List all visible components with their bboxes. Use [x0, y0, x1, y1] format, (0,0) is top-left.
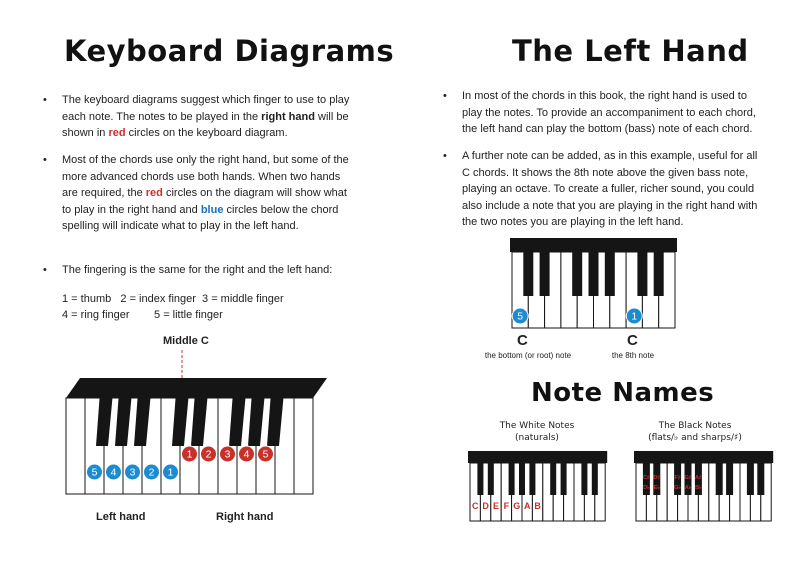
black-key [654, 252, 664, 296]
white-note-letter: G [513, 501, 521, 511]
black-notes-title: The Black Notes (flats/♭ and sharps/♯) [648, 421, 742, 443]
black-notes-keys [634, 451, 773, 521]
left-hand-label: Left hand [96, 511, 146, 523]
white-note-letter: E [492, 501, 500, 511]
flat-label: D♭ [643, 485, 650, 491]
black-key [523, 252, 533, 296]
bullet-text: Most of the chords use only the right hand, but some of the more advanced chords use both hands. When two hands are required, the [62, 154, 349, 200]
note-names-title: Note Names [531, 378, 715, 408]
middle-c-label: Middle C [163, 335, 209, 347]
right-hand-label: Right hand [216, 511, 274, 523]
finger-number: 1 [167, 467, 174, 479]
black-key [581, 463, 587, 495]
main-keyboard-diagram [62, 350, 322, 500]
octave-keyboard-diagram [510, 238, 690, 332]
white-note-letter: B [534, 501, 541, 511]
red-word: red [145, 187, 163, 200]
bullet-octave [443, 148, 768, 231]
black-key [592, 463, 598, 495]
right-page [400, 0, 800, 581]
finger-number: 1 [631, 311, 638, 323]
octave-keyboard-keys [510, 238, 677, 328]
flat-label: E♭ [653, 485, 660, 491]
black-key [589, 252, 599, 296]
sharp-label: A♯ [695, 475, 702, 481]
main-keyboard-keys [66, 378, 327, 494]
octave-chord-name: C [627, 332, 638, 349]
blue-word: blue [200, 203, 224, 216]
finger-number: 2 [148, 467, 155, 479]
bullet-text: circles on the diagram will show what to play in the right hand and [62, 187, 347, 216]
keyboard-top-bar [634, 451, 773, 463]
bullet-dot: • [43, 264, 47, 276]
black-key [519, 463, 525, 495]
flat-label: A♭ [684, 485, 692, 491]
sharp-label: G♯ [684, 475, 692, 481]
bullet-text: circles below the chord spelling will indicate what to play in the left hand. [62, 203, 339, 233]
sharp-label: C♯ [643, 475, 650, 481]
white-key [294, 398, 313, 494]
finger-number: 2 [205, 449, 212, 461]
bullet-dot: • [443, 90, 447, 102]
black-key [726, 463, 733, 495]
black-notes-keyboard [634, 451, 774, 523]
bullet-dot: • [43, 154, 47, 166]
finger-number: 3 [224, 449, 231, 461]
black-key [716, 463, 723, 495]
bullet-left-hand-bass [443, 88, 762, 138]
flat-label: B♭ [695, 485, 702, 491]
black-key [550, 463, 556, 495]
flat-label: G♭ [674, 485, 682, 491]
black-key [747, 463, 754, 495]
fingering-line-2: 4 = ring finger 5 = little finger [62, 309, 223, 321]
finger-number: 3 [129, 467, 136, 479]
finger-number: 4 [243, 449, 250, 461]
finger-number: 1 [186, 449, 193, 461]
black-key [757, 463, 764, 495]
bullet-both-hands [43, 152, 352, 235]
white-note-letter: C [471, 501, 479, 511]
black-key [509, 463, 515, 495]
red-word: red [108, 127, 126, 140]
black-key [488, 463, 494, 495]
white-note-letter: A [523, 501, 531, 511]
root-note-caption: the bottom (or root) note [484, 351, 572, 360]
white-key [66, 398, 85, 494]
octave-note-caption: the 8th note [611, 351, 655, 360]
keyboard-top-bar [510, 238, 677, 252]
sharp-label: F♯ [674, 475, 681, 481]
bold-right-hand: right hand [261, 110, 315, 123]
bullet-dot: • [443, 150, 447, 162]
bullet-text: The fingering is the same for the right and the left hand: [62, 264, 333, 276]
page-title-left-hand: The Left Hand [512, 34, 749, 68]
white-notes-keys [468, 451, 607, 521]
keyboard-top-bar [468, 451, 607, 463]
page-title-keyboard-diagrams: Keyboard Diagrams [64, 34, 395, 68]
bullet-text: A further note can be added, as in this example, useful for all C chords. It shows the 8th note above the given bass note, playing an octave. To create a fuller, richer sound, you could also include a note that you are playing in the right hand with the two notes you are playing in the left hand. [462, 150, 758, 229]
root-chord-name: C [517, 332, 528, 349]
bullet-text: circles on the keyboard diagram. [125, 127, 288, 140]
black-key [477, 463, 483, 495]
white-notes-keyboard [468, 451, 608, 523]
white-note-letter: F [503, 501, 510, 511]
bullet-fingering [43, 262, 362, 279]
bullet-text: will be shown in [62, 110, 349, 140]
black-key [561, 463, 567, 495]
bullet-dot: • [43, 94, 47, 106]
black-key [572, 252, 582, 296]
black-key [637, 252, 647, 296]
finger-number: 5 [517, 311, 524, 323]
white-notes-title: The White Notes (naturals) [499, 421, 575, 443]
black-key [529, 463, 535, 495]
finger-number: 5 [91, 467, 98, 479]
black-key [605, 252, 615, 296]
fingering-line-1: 1 = thumb 2 = index finger 3 = middle finger [62, 293, 284, 305]
white-note-letter: D [482, 501, 489, 511]
bullet-right-hand [43, 92, 352, 142]
finger-number: 4 [110, 467, 117, 479]
finger-number: 5 [262, 449, 269, 461]
sharp-label: D♯ [653, 475, 661, 481]
black-key [540, 252, 550, 296]
bullet-text: In most of the chords in this book, the right hand is used to play the notes. To provide an accompaniment to each chord, the left hand can play the bottom (bass) note of each chord. [462, 90, 756, 136]
bullet-text: The keyboard diagrams suggest which finger to use to play each note. The notes to be played in the [62, 94, 350, 123]
